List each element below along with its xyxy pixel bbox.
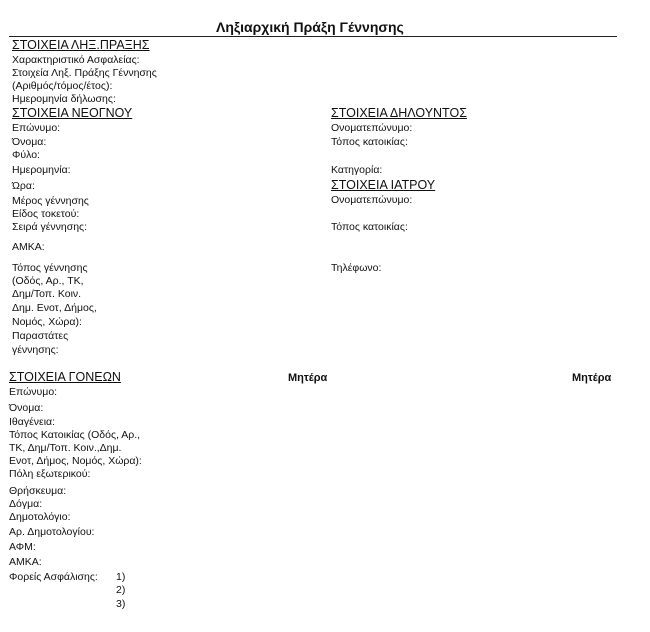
- registry-heading: ΣΤΟΙΧΕΙΑ ΛΗΞ.ΠΡΑΞΗΣ: [12, 38, 150, 52]
- declarant-heading: ΣΤΟΙΧΕΙΑ ΔΗΛΟΥΝΤΟΣ: [331, 106, 467, 120]
- parent-residence-line: Ενοτ, Δήμος, Νομός, Χώρα):: [9, 455, 142, 467]
- newborn-date-label: Ημερομηνία:: [12, 164, 71, 176]
- security-feature-label: Χαρακτηριστικό Ασφαλείας:: [12, 54, 140, 66]
- birth-act-label-line1: Στοιχεία Ληξ. Πράξης Γέννησης: [12, 67, 157, 79]
- municipal-register-label: Δημοτολόγιο:: [9, 511, 71, 523]
- parent-residence-line: Τόπος Κατοικίας (Οδός, Αρ.,: [9, 429, 141, 441]
- newborn-heading: ΣΤΟΙΧΕΙΑ ΝΕΟΓΝΟΥ: [12, 106, 133, 120]
- newborn-time-label: Ώρα:: [12, 180, 35, 192]
- birth-place-label: Μέρος γέννησης: [12, 195, 89, 207]
- place-of-birth-line: Δημ/Τοπ. Κοιν.: [12, 288, 82, 300]
- parent-surname-label: Επώνυμο:: [9, 386, 58, 398]
- doctor-heading: ΣΤΟΙΧΕΙΑ ΙΑΤΡΟΥ: [331, 178, 436, 192]
- parents-heading: ΣΤΟΙΧΕΙΑ ΓΟΝΕΩΝ: [9, 370, 121, 384]
- doctor-fullname-label: Ονοματεπώνυμο:: [331, 194, 413, 206]
- document-title: Ληξιαρχική Πράξη Γέννησης: [216, 19, 404, 35]
- parent-amka-label: ΑΜΚΑ:: [9, 556, 42, 568]
- declarant-fullname-label: Ονοματεπώνυμο:: [331, 122, 413, 134]
- parent-residence-line: ΤΚ, Δημ/Τοπ. Κοιν.,Δημ.: [9, 442, 122, 454]
- parent-nationality-label: Ιθαγένεια:: [9, 416, 56, 428]
- place-of-birth-line: Δημ. Ενοτ, Δήμος,: [12, 302, 97, 314]
- municipal-register-number-label: Αρ. Δημοτολογίου:: [9, 526, 95, 538]
- dogma-label: Δόγμα:: [9, 498, 43, 510]
- insurance-item: 3): [116, 598, 126, 610]
- birth-attendants-line: γέννησης:: [12, 344, 59, 356]
- afm-label: ΑΦΜ:: [9, 541, 36, 553]
- place-of-birth-line: (Οδός, Αρ., ΤΚ,: [12, 275, 84, 287]
- title-divider: [9, 36, 617, 37]
- religion-label: Θρήσκευμα:: [9, 485, 67, 497]
- newborn-sex-label: Φύλο:: [12, 149, 40, 161]
- declarant-residence-label: Τόπος κατοικίας:: [331, 136, 408, 148]
- declarant-category-label: Κατηγορία:: [331, 164, 383, 176]
- insurance-item: 1): [116, 571, 126, 583]
- insurance-label: Φορείς Ασφάλισης:: [9, 571, 98, 583]
- parents-column-header: Μητέρα: [288, 372, 328, 384]
- birth-order-label: Σειρά γέννησης:: [12, 221, 88, 233]
- place-of-birth-line: Τόπος γέννησης: [12, 262, 88, 274]
- newborn-surname-label: Επώνυμο:: [12, 122, 61, 134]
- doctor-residence-label: Τόπος κατοικίας:: [331, 221, 408, 233]
- parent-name-label: Όνομα:: [9, 402, 44, 414]
- foreign-city-label: Πόλη εξωτερικού:: [9, 468, 91, 480]
- delivery-type-label: Είδος τοκετού:: [12, 208, 80, 220]
- parents-column-header: Μητέρα: [572, 372, 612, 384]
- birth-act-label-line2: (Αριθμός/τόμος/έτος):: [12, 80, 113, 92]
- insurance-item: 2): [116, 584, 126, 596]
- birth-attendants-line: Παραστάτες: [12, 330, 69, 342]
- newborn-name-label: Όνομα:: [12, 136, 47, 148]
- newborn-amka-label: ΑΜΚΑ:: [12, 241, 45, 253]
- declaration-date-label: Ημερομηνία δήλωσης:: [12, 93, 116, 105]
- doctor-phone-label: Τηλέφωνο:: [331, 262, 382, 274]
- place-of-birth-line: Νομός, Χώρα):: [12, 316, 82, 328]
